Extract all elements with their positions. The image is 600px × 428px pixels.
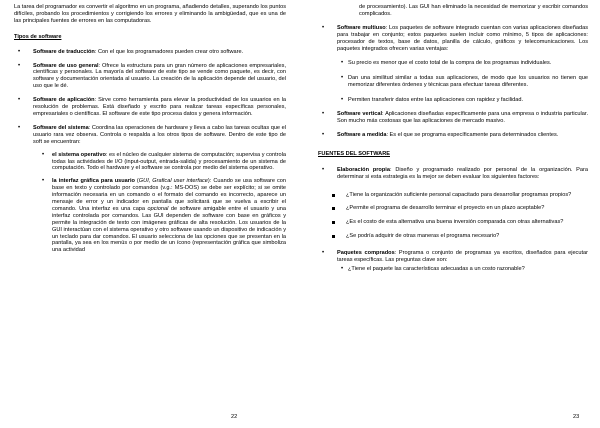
definition: : Los paquetes de software integrado cuentan con varias aplicaciones diseñadas para trabajar en conjunto; estos paquetes suelen incluir como mínimo, 5 tipos de aplicaciones: procesador de textos, base de datos, planilla de cálculo, gráficos y telecomunicaciones. Los paquetes integrados ofrecen varias ventajas: — [337, 24, 589, 52]
definition: : Con el que los programadores pueden crear otro software. — [94, 48, 244, 55]
list-item-a-medida — [318, 132, 588, 139]
list-item-aplicacion — [14, 97, 286, 118]
page-number: 23 — [573, 414, 580, 421]
section-heading-tipos: Tipos de software — [14, 33, 62, 40]
definition: : es el núcleo de cualquier sistema de computación; supervisa y controla todas las actividades de I/O (input-output, entrada-salida) y procesamiento de un sistema de computación. Todo el hardware y el software se controla por medio del sistema operativo. — [52, 151, 287, 172]
list-item-sistema — [14, 125, 286, 146]
definition: : Ofrece la estructura para un gran número de aplicaciones empresariales, científicas y personales. La mayoría del software de este tipo se vende como paquete, es decir, con software y documentación orientada al usuario. La creación de la aplicación depende del usuario, del uso que le dé. — [33, 62, 286, 90]
term: Software vertical — [337, 111, 383, 118]
definition: : Aplicaciones diseñadas específicamente para una empresa o industria particular. Son mucho más costosas que las aplicaciones de mercado masivo. — [337, 111, 588, 124]
term: Software del sistema — [33, 124, 89, 131]
definition: : Programa o conjunto de programas ya escritos, diseñados para ejecutar tareas específicas. Las preguntas clave son: — [337, 250, 588, 264]
ventaja-item: • Dan una similitud similar a todas sus aplicaciones, de modo que los usuarios no tienen que memorizar diferentes órdenes y técnicas para efectuar tareas diferentes. — [318, 75, 588, 89]
list-item-uso-general — [14, 63, 286, 91]
intro-paragraph: La tarea del programador es convertir el algoritmo en un programa, añadiendo detalles, superando los puntos difíciles, probando los procedimientos y corrigiendo los errores y eliminando la ambigüedad, que es una de las principales fuentes de errores en las computadoras. — [14, 4, 286, 24]
factor-item: ¿Permite el programa de desarrollo terminar el proyecto en un plazo aceptable? — [318, 205, 588, 212]
left-page-column — [14, 4, 286, 254]
term: Software de traducción — [33, 48, 95, 55]
term: Software de uso general — [33, 62, 99, 69]
factor-item: ¿Se podría adquirir de otras maneras el programa necesario? — [318, 233, 588, 240]
ventaja-item: • Su precio es menor que el costo total de la compra de los programas individuales. — [318, 60, 588, 67]
list-item-comprados — [318, 250, 588, 264]
pregunta-item: • ¿Tiene el paquete las características adecuadas a un costo razonable? — [318, 266, 588, 273]
term: Software de aplicación — [33, 97, 95, 104]
text-part: ( — [134, 178, 139, 185]
sub-item-gui — [14, 178, 286, 254]
list-item-traduccion — [14, 49, 286, 56]
ventaja-item: • Permiten transferir datos entre las aplicaciones con rapidez y facilidad. — [318, 97, 588, 104]
sub-item-sistema-operativo — [14, 152, 286, 173]
right-page-column — [318, 4, 588, 273]
term: Paquetes comprados — [337, 250, 395, 257]
term: el sistema operativo — [52, 151, 106, 158]
page-number: 22 — [231, 414, 238, 421]
continuation-paragraph: de procesamiento). Las GUI han eliminado la necesidad de memorizar y escribir comandos complicados. — [359, 4, 588, 17]
italic-opcional: opcional — [147, 205, 169, 212]
section-heading-fuentes: FUENTES DEL SOFTWARE — [318, 150, 390, 157]
italic-term: GUI, Grafical user interface — [138, 178, 208, 185]
list-item-vertical — [318, 111, 588, 125]
definition: : Sirve como herramienta para elevar la productividad de los usuarios en la resolución de problemas. Está diseñado y escrito para realizar tareas específicas personales, empresariales o científicas. El software de este tipo procesa datos y genera información. — [33, 97, 287, 117]
definition: ): Cuando se usa software con base en texto y controlado por comandos (v.g.: MS-DOS) se debe ser explícito; si se omite información necesaria en un comando o el formato del comando es incorrecto, aparece un mensaje de error y un indicador en pantalla que solicitará que se vuelva a escribir el comando. Una interfaz es una capa — [52, 178, 286, 212]
list-item-multiuso — [318, 25, 588, 53]
list-item-elaboracion — [318, 167, 588, 181]
term: la interfaz gráfica para usuario — [52, 178, 135, 185]
right-page — [300, 0, 600, 428]
factor-item: ¿Es el costo de esta alternativa una buena inversión comparada con otras alternativas? — [318, 219, 588, 226]
definition: : Diseño y programado realizado por personal de la organización. Para determinar si esta estrategia es la mejor se deben evaluar los siguientes factores: — [337, 166, 588, 180]
term: Software a medida — [337, 131, 387, 138]
definition-cont: de software amigable entre el usuario y una interfaz controlada por comandos. Las GUI dependen de software con base en gráficos y permite la integración de texto con imágenes gráficas de alta resolución. Los usuarios de la GUI interactúan con el sistema operativo y otro software usando un dispositivo de indicación y un teclado para dar comandos. El usuario selecciona de las opciones que se presentan en la pantalla, ya sea en los menús o por medio de un ícono (representación gráfica que simboliza una actividad — [52, 205, 286, 254]
definition: : Coordina las operaciones de hardware y lleva a cabo las tareas ocultas que el usuario rara vez observa. Controla o respalda a los otros tipos de software. Dentro de este tipo de soft se encuentran: — [33, 124, 286, 145]
definition: : Es el que se programa específicamente para determinados clientes. — [386, 131, 559, 138]
factor-item: ¿Tiene la organización suficiente personal capacitado para desarrollar programas propios? — [318, 192, 588, 199]
term: Elaboración propia — [337, 166, 390, 173]
term: Software multiuso — [337, 24, 386, 31]
